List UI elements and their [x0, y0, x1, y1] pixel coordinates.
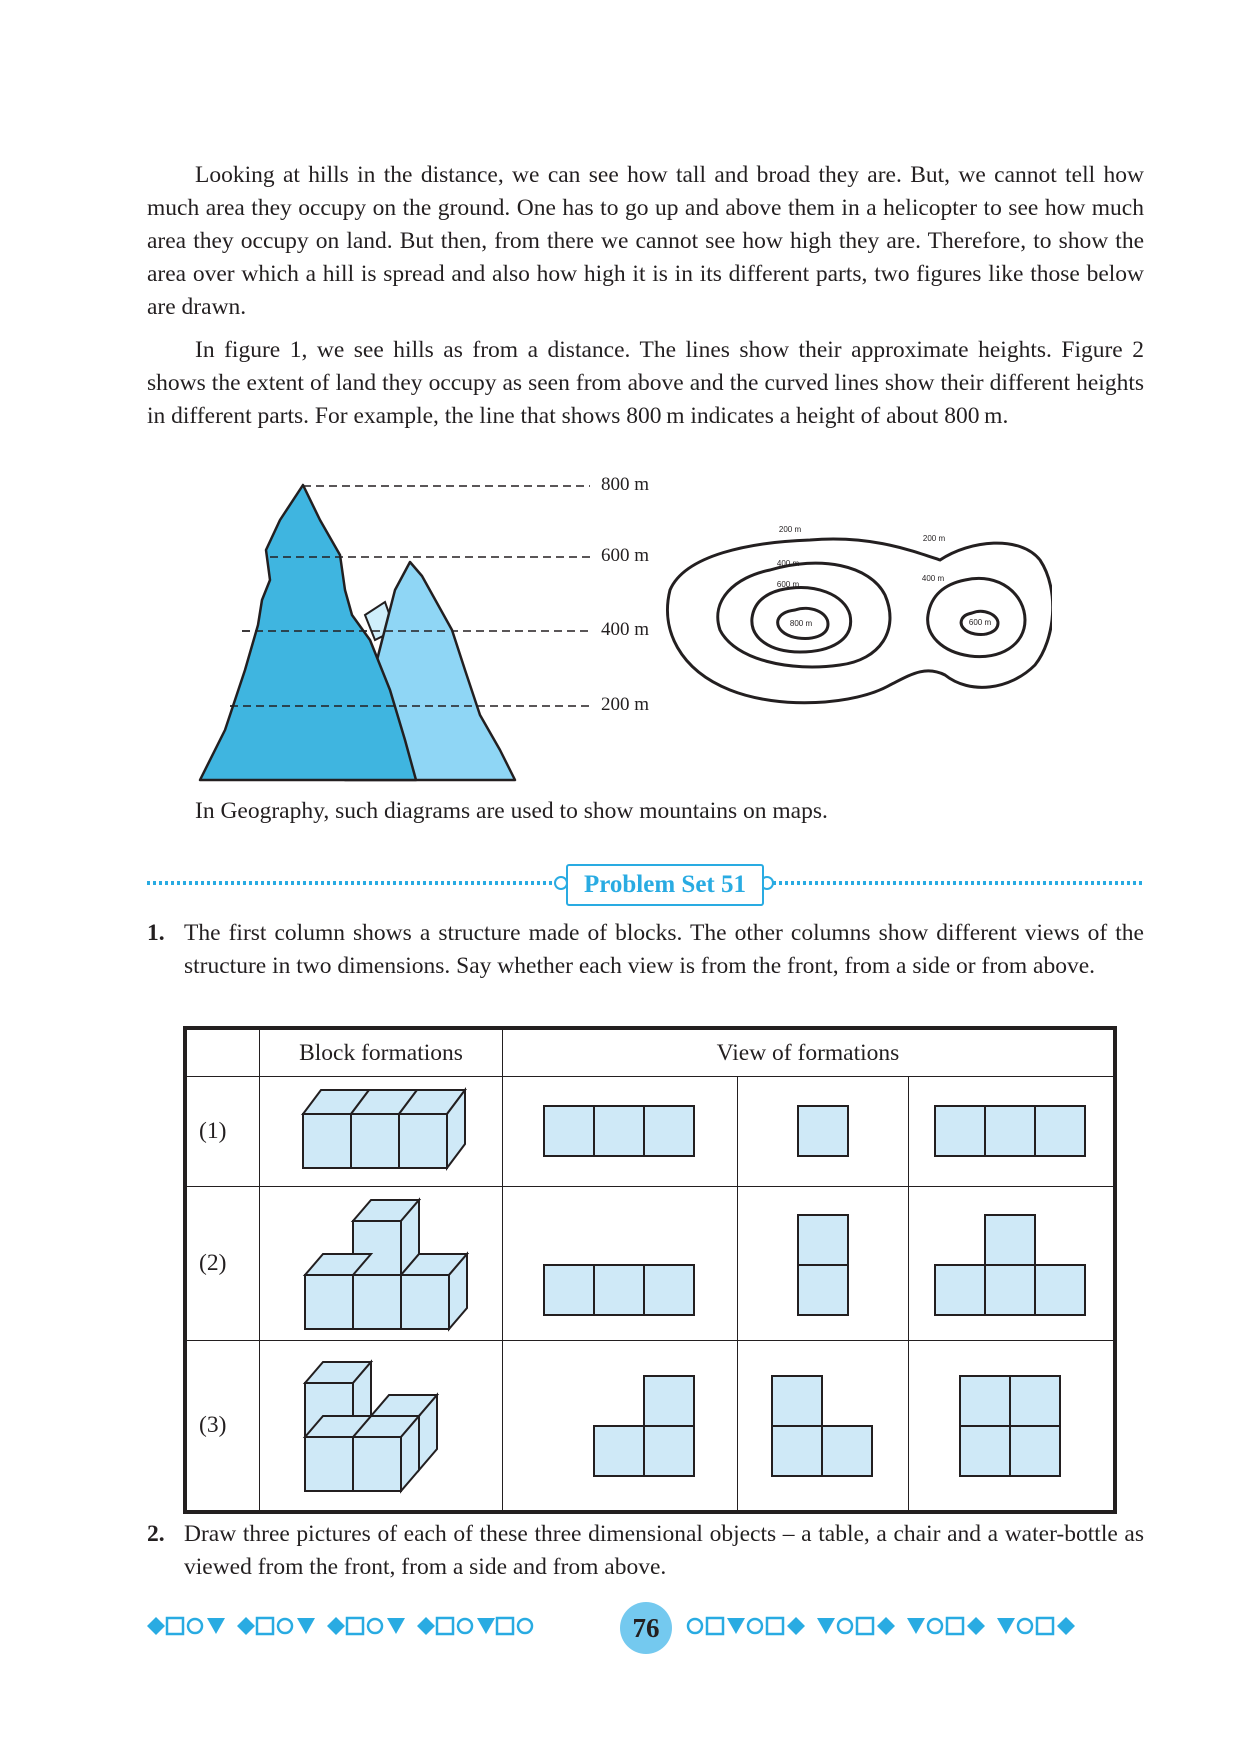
view-3c: [909, 1341, 1116, 1513]
hill-side-view-figure: [190, 480, 660, 785]
view-2b-drawing: [795, 1209, 851, 1319]
question-1: [147, 917, 1144, 983]
view-2c: [909, 1187, 1116, 1341]
page-number-badge: 76: [620, 1602, 672, 1654]
contour-left-label-200: 200 m: [778, 525, 802, 534]
view-2b: [738, 1187, 909, 1341]
height-label-400: 400 m: [601, 619, 650, 640]
view-1b: [738, 1077, 909, 1187]
intro-paragraph: Looking at hills in the distance, we can see how tall and broad they are. But, we cannot tell how much area they occupy on the ground. One has to go up and above them in a helicopter to see how much area they occupy on land. But then, from there we cannot see how high they are. Therefore, to show the area over which a hill is spread and also how high it is in its different parts, two figures like those below are drawn.: [147, 162, 1144, 320]
view-3a-drawing: [540, 1370, 700, 1482]
question-2-text: Draw three pictures of each of these three dimensional objects – a table, a chair and a water-bottle as viewed from the front, from a side and from above.: [184, 1521, 1144, 1580]
view-3a: [503, 1341, 738, 1513]
header-view-of-formations: View of formations: [503, 1028, 1116, 1077]
block-formation-1: [260, 1077, 503, 1187]
header-block-formations: Block formations: [260, 1028, 503, 1077]
figure-caption: In Geography, such diagrams are used to show mountains on maps.: [195, 798, 828, 824]
view-2a-drawing: [540, 1209, 700, 1319]
contour-right-label-600: 600 m: [968, 618, 992, 627]
formation-1-drawing: [281, 1084, 481, 1179]
contour-200-outer: [668, 539, 1053, 703]
view-1b-drawing: [795, 1104, 851, 1159]
formation-2-drawing: [281, 1194, 481, 1334]
figure-description-paragraph: In figure 1, we see hills as from a distance. The lines show their approximate heights. Figure 2 shows the extent of land they occupy as seen from above and the curved lines show their different heights in different parts. For example, the line that shows 800 m indicates a height of about 800 m.: [147, 337, 1144, 429]
question-2-number: 2.: [147, 1521, 165, 1547]
height-label-800: 800 m: [601, 474, 650, 495]
row-label-2: (2): [185, 1187, 260, 1341]
view-1a: [503, 1077, 738, 1187]
block-formation-2: [260, 1187, 503, 1341]
view-2a: [503, 1187, 738, 1341]
table-corner-cell: [185, 1028, 260, 1077]
contour-right-label-400: 400 m: [921, 574, 945, 583]
view-1c-drawing: [931, 1104, 1091, 1159]
block-formations-table: [183, 1026, 1117, 1514]
view-3b-drawing: [768, 1370, 878, 1482]
contour-left-label-800: 800 m: [789, 619, 813, 628]
height-label-600: 600 m: [601, 545, 650, 566]
view-1a-drawing: [540, 1104, 700, 1159]
contour-map-figure: [660, 520, 1052, 715]
contour-right-label-200: 200 m: [922, 534, 946, 543]
question-1-number: 1.: [147, 920, 165, 946]
block-formation-3: [260, 1341, 503, 1513]
question-2: [147, 1518, 1144, 1584]
view-1c: [909, 1077, 1116, 1187]
row-label-3: (3): [185, 1341, 260, 1513]
view-3c-drawing: [956, 1370, 1066, 1482]
row-label-1: (1): [185, 1077, 260, 1187]
contour-left-label-600: 600 m: [776, 580, 800, 589]
contour-left-label-400: 400 m: [776, 559, 800, 568]
problem-set-title: Problem Set 51: [566, 864, 764, 906]
height-label-200: 200 m: [601, 694, 650, 715]
view-3b: [738, 1341, 909, 1513]
view-2c-drawing: [931, 1209, 1091, 1319]
formation-3-drawing: [281, 1351, 481, 1501]
question-1-text: The first column shows a structure made of blocks. The other columns show different views of the structure in two dimensions. Say whether each view is from the front, from a side or from above.: [184, 920, 1144, 979]
